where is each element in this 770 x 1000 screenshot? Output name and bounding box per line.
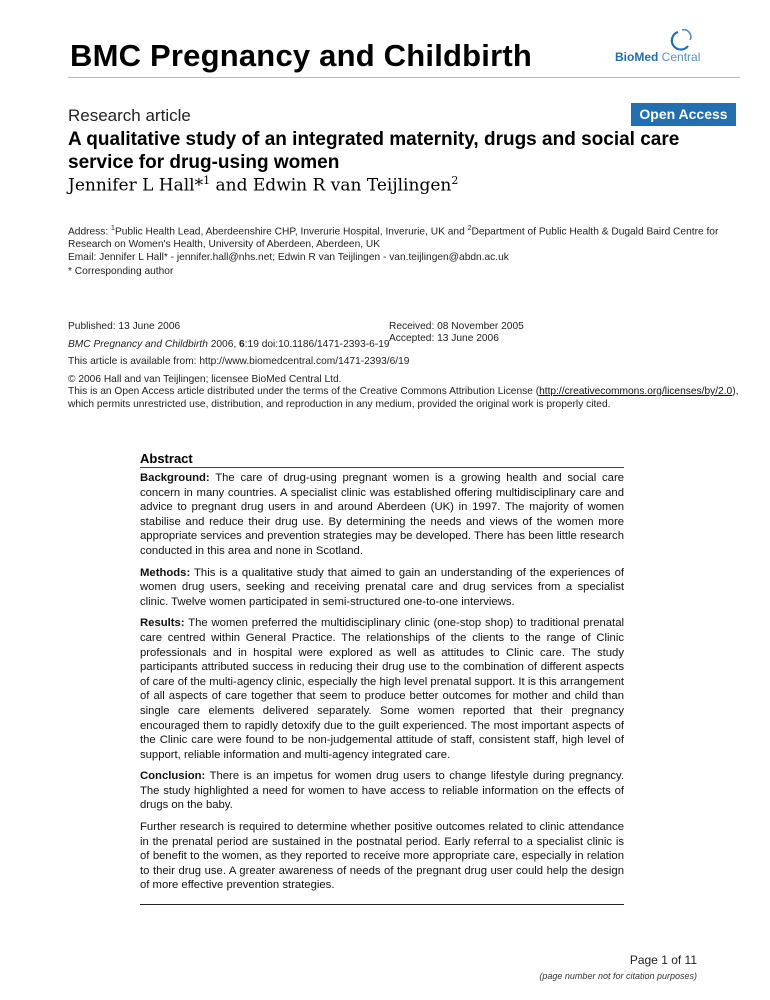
corresponding-author-note: * Corresponding author (68, 266, 174, 277)
author-2[interactable]: and Edwin R van Teijlingen (210, 175, 452, 196)
article-title: A qualitative study of an integrated maternity, drugs and social care service for drug-using women (68, 129, 680, 173)
abstract-methods: Methods: This is a qualitative study that aimed to gain an understanding of the experiences of women drug users, seeking and receiving prenatal care and drug services from a specialist clinic. Twelve women participated in semi-structured one-to-one interviews. (140, 566, 624, 608)
header-divider (68, 77, 740, 78)
copyright-line: © 2006 Hall and van Teijlingen; licensee BioMed Central Ltd. (68, 374, 342, 385)
journal-title: BMC Pregnancy and Childbirth (70, 38, 533, 73)
received-date: Received: 08 November 2005 (389, 321, 524, 332)
page-number-note: (page number not for citation purposes) (539, 971, 697, 981)
citation-journal: BMC Pregnancy and Childbirth (68, 339, 208, 350)
logo-text-rest: Central (658, 50, 701, 64)
license-statement: This is an Open Access article distributed under the terms of the Creative Commons Attribution License (http://creativecommons.org/licenses/by/2.0), which permits unrestricted use, distribution, and reproduction in any medium, provided the original work is properly cited. (68, 386, 739, 410)
author-2-affiliation: 2 (451, 174, 459, 187)
doi: :19 doi:10.1186/1471-2393-6-19 (244, 339, 390, 350)
citation-line: BMC Pregnancy and Childbirth 2006, 6:19 doi:10.1186/1471-2393-6-19 (68, 339, 390, 350)
author-1-affiliation: 1 (203, 174, 211, 187)
published-date: Published: 13 June 2006 (68, 321, 181, 332)
abstract-body (140, 471, 624, 900)
logo-text-bold: BioMed (615, 50, 659, 64)
open-access-badge: Open Access (631, 103, 736, 126)
author-emails[interactable]: Email: Jennifer L Hall* - jennifer.hall@nhs.net; Edwin R van Teijlingen - van.teijlingen@abdn.ac.uk (68, 252, 509, 263)
abstract-further: Further research is required to determine whether positive outcomes related to clinic attendance in the prenatal period are sustained in the postnatal period. Early referral to a specialist clinic is of benefit to the women, as they reported to receive more appropriate care, especially in relation to their drug use. A greater awareness of needs of the pregnant drug user could help the design of more effective prevention strategies. (140, 821, 624, 892)
abstract-results: Results: The women preferred the multidisciplinary clinic (one-stop shop) to traditional prenatal care centred within General Practice. The relationships of the clients to the range of Clinic professionals and in hospital were explored as well as attitudes to Clinic care. The study participants attributed success in reducing their drug use to the combination of different aspects of care of the multi-agency clinic, especially the high level prenatal support. It is this arrangement of all aspects of care together that seem to produce better outcomes for mother and child than single care elements delivered separately. Some women reported that their pregnancy encouraged them to rapidly detoxify due to the guilt experienced. The most important aspects of the Clinic care were found to be non-judgemental attitude of staff, consistent staff, high level of support, reliable information and multi-agency integrated care. (140, 617, 624, 761)
abstract-top-rule (140, 467, 624, 468)
page-number: Page 1 of 11 (629, 953, 697, 967)
abstract-background: Background: The care of drug-using pregnant women is a growing health and social care concern in many countries. A specialist clinic was established offering multidisciplinary care and advice to pregnant drug users in and around Aberdeen (UK) in 1997. The majority of women stabilise and reduce their drug use. By determining the needs and views of the women more appropriate services and prevention strategies may be developed. There has been little research conducted in this area and none in Scotland. (140, 472, 624, 557)
author-address: Address: $^1$Public Health Lead, Aberdeenshire CHP, Inverurie Hospital, Inverurie, UK and $^2$Department of Public Health & Dugald Baird Centre for Research on Women's Health, University of Aberdeen, Aberdeen, UK (68, 225, 719, 251)
author-list (68, 174, 458, 196)
abstract-conclusion: Conclusion: There is an impetus for women drug users to change lifestyle during pregnancy. The study highlighted a need for women to have access to reliable information on the effects of drugs on the baby. (140, 770, 624, 812)
article-url-line[interactable]: This article is available from: http://www.biomedcentral.com/1471-2393/6/19 (68, 356, 410, 367)
accepted-date: Accepted: 13 June 2006 (389, 333, 499, 344)
abstract-bottom-rule (140, 904, 624, 905)
author-1[interactable]: Jennifer L Hall* (68, 175, 204, 196)
abstract-heading: Abstract (140, 451, 193, 466)
license-link[interactable]: http://creativecommons.org/licenses/by/2.0 (539, 386, 733, 397)
biomed-central-logo (610, 28, 740, 72)
article-type: Research article (68, 106, 191, 125)
logo-swirl-icon (662, 28, 702, 52)
